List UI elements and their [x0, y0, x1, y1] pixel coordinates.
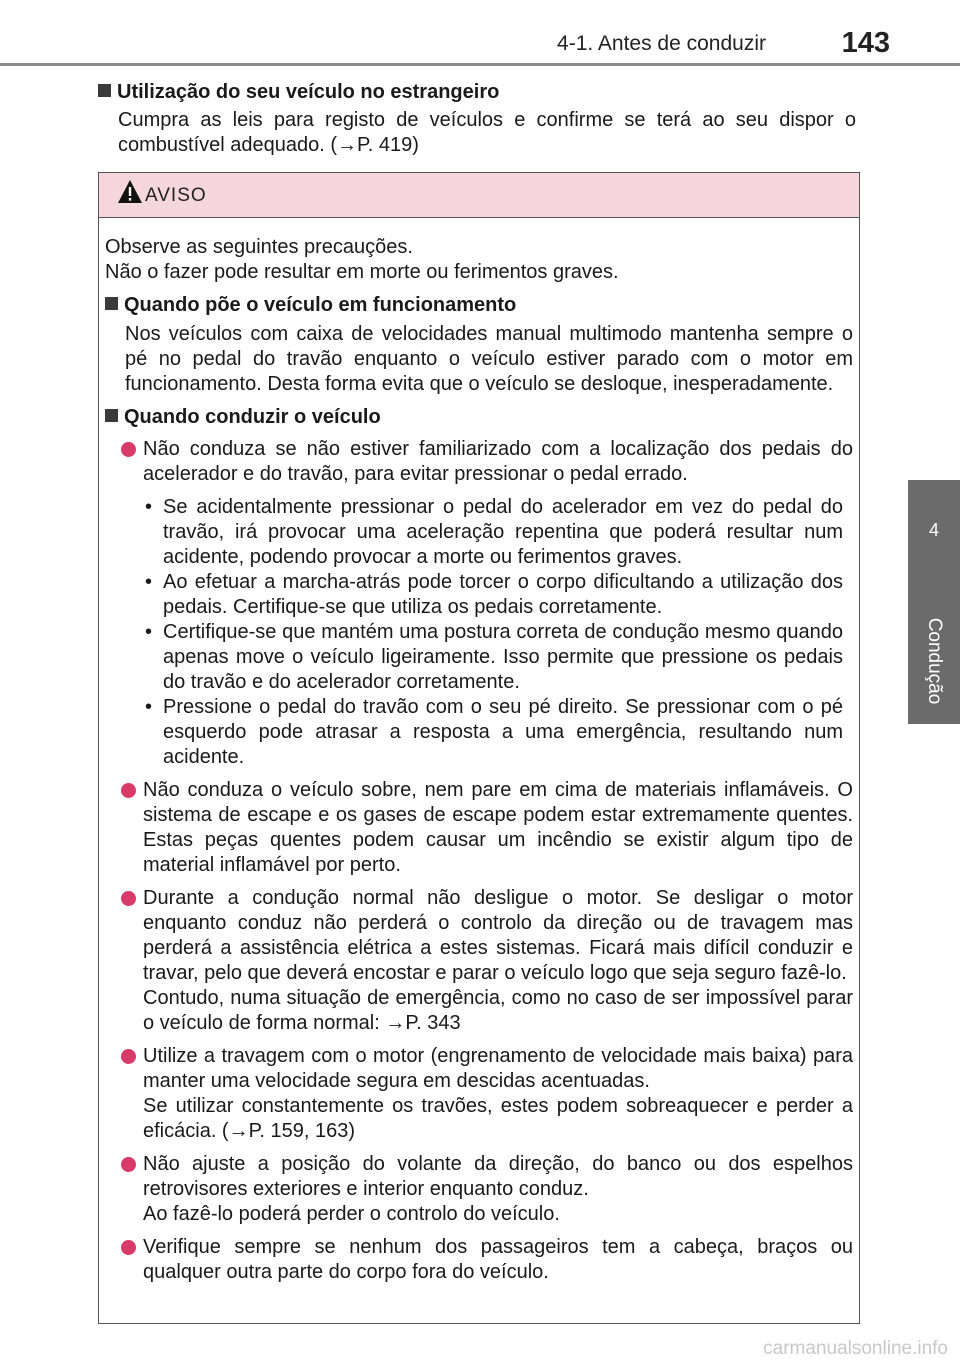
chapter-number: 4 [928, 520, 939, 540]
square-bullet-icon [98, 84, 111, 97]
bullet-item: Não conduza se não estiver familiarizado com a localização dos pedais do acelerador e do travão, para evitar pressionar o pedal errado. [143, 437, 853, 487]
header-rule [0, 63, 960, 66]
sub-list [105, 495, 853, 770]
section-1-heading: Quando põe o veículo em funcionamento [105, 293, 853, 317]
circle-bullet-icon [121, 1049, 136, 1064]
square-bullet-icon [105, 409, 118, 422]
bullet-item: Não ajuste a posição do volante da direção, do banco ou dos espelhos retrovisores exteriores e interior enquanto conduz. Ao fazê-lo poderá perder o controlo do veículo. [143, 1152, 853, 1227]
square-bullet-icon [105, 297, 118, 310]
bullet-item: Verifique sempre se nenhum dos passageiros tem a cabeça, braços ou qualquer outra parte do corpo fora do veículo. [143, 1235, 853, 1285]
section-1-text: Nos veículos com caixa de velocidades manual multimodo mantenha sempre o pé no pedal do travão enquanto o veículo estiver parado com o motor em funcionamento. Desta forma evita que o veículo se desloque, inesperadamente. [125, 323, 853, 395]
circle-bullet-icon [121, 891, 136, 906]
sub-item: • Se acidentalmente pressionar o pedal do acelerador em vez do pedal do travão, irá provocar uma aceleração repentina que poderá resultar num acidente, podendo provocar a morte ou ferimentos graves. [145, 496, 843, 568]
warning-body [105, 235, 853, 1285]
circle-bullet-icon [121, 1240, 136, 1255]
sub-item: • Certifique-se que mantém uma postura correta de condução mesmo quando apenas move o veículo ligeiramente. Isso permite que pressione os pedais do travão e do acelerador corretamente. [145, 621, 843, 693]
intro-heading: Utilização do seu veículo no estrangeiro [98, 80, 856, 104]
warning-header [99, 173, 859, 218]
watermark-site: carmanualsonline.info [763, 1338, 948, 1359]
bullet-item: Utilize a travagem com o motor (engrenamento de velocidade mais baixa) para manter uma velocidade segura em descidas acentuadas. Se utilizar constantemente os travões, estes podem sobreaquecer e perder a eficácia. (→P. 159, 163) [143, 1044, 853, 1144]
sub-item: • Pressione o pedal do travão com o seu pé direito. Se pressionar com o pé esquerdo pode atrasar a resposta a uma emergência, resultando num acidente. [145, 696, 843, 768]
warning-title: AVISO [145, 185, 207, 206]
bullet-item: Durante a condução normal não desligue o motor. Se desligar o motor enquanto conduz não perderá o controlo da direção ou de travagem mas perderá a assistência elétrica a estes sistemas. Ficará mais difícil conduzir e travar, pelo que deverá encostar e parar o veículo logo que seja seguro fazê-lo. Contudo, numa situação de emergência, como no caso de ser impossível parar o veículo de forma normal: →P. 343 [143, 886, 853, 1036]
warning-lead-1: Observe as seguintes precauções. [105, 236, 413, 258]
page-header [0, 0, 960, 64]
page-number: 143 [841, 27, 890, 59]
circle-bullet-icon [121, 783, 136, 798]
intro-text: Cumpra as leis para registo de veículos e confirme se terá ao seu dispor o combustível adequado. (→P. 419) [118, 109, 856, 156]
bullet-item: Não conduza o veículo sobre, nem pare em cima de materiais inflamáveis. O sistema de escape e os gases de escape podem estar extremamente quentes. Estas peças quentes podem causar um incêndio se existir algum tipo de material inflamável por perto. [143, 778, 853, 878]
warning-triangle-icon [117, 179, 143, 205]
warning-lead-2: Não o fazer pode resultar em morte ou ferimentos graves. [105, 261, 619, 283]
chapter-tab-number [908, 480, 960, 598]
circle-bullet-icon [121, 1157, 136, 1172]
circle-bullet-icon [121, 442, 136, 457]
section-title: 4-1. Antes de conduzir [557, 32, 766, 55]
chapter-label: Condução [924, 617, 945, 705]
page-footer [0, 1338, 960, 1360]
chapter-tab-label [908, 598, 960, 724]
intro-section [98, 80, 856, 158]
section-2-heading: Quando conduzir o veículo [105, 405, 853, 429]
warning-box [98, 172, 860, 1324]
sub-item: • Ao efetuar a marcha-atrás pode torcer o corpo dificultando a utilização dos pedais. Certifique-se que utiliza os pedais corretamente. [145, 571, 843, 618]
